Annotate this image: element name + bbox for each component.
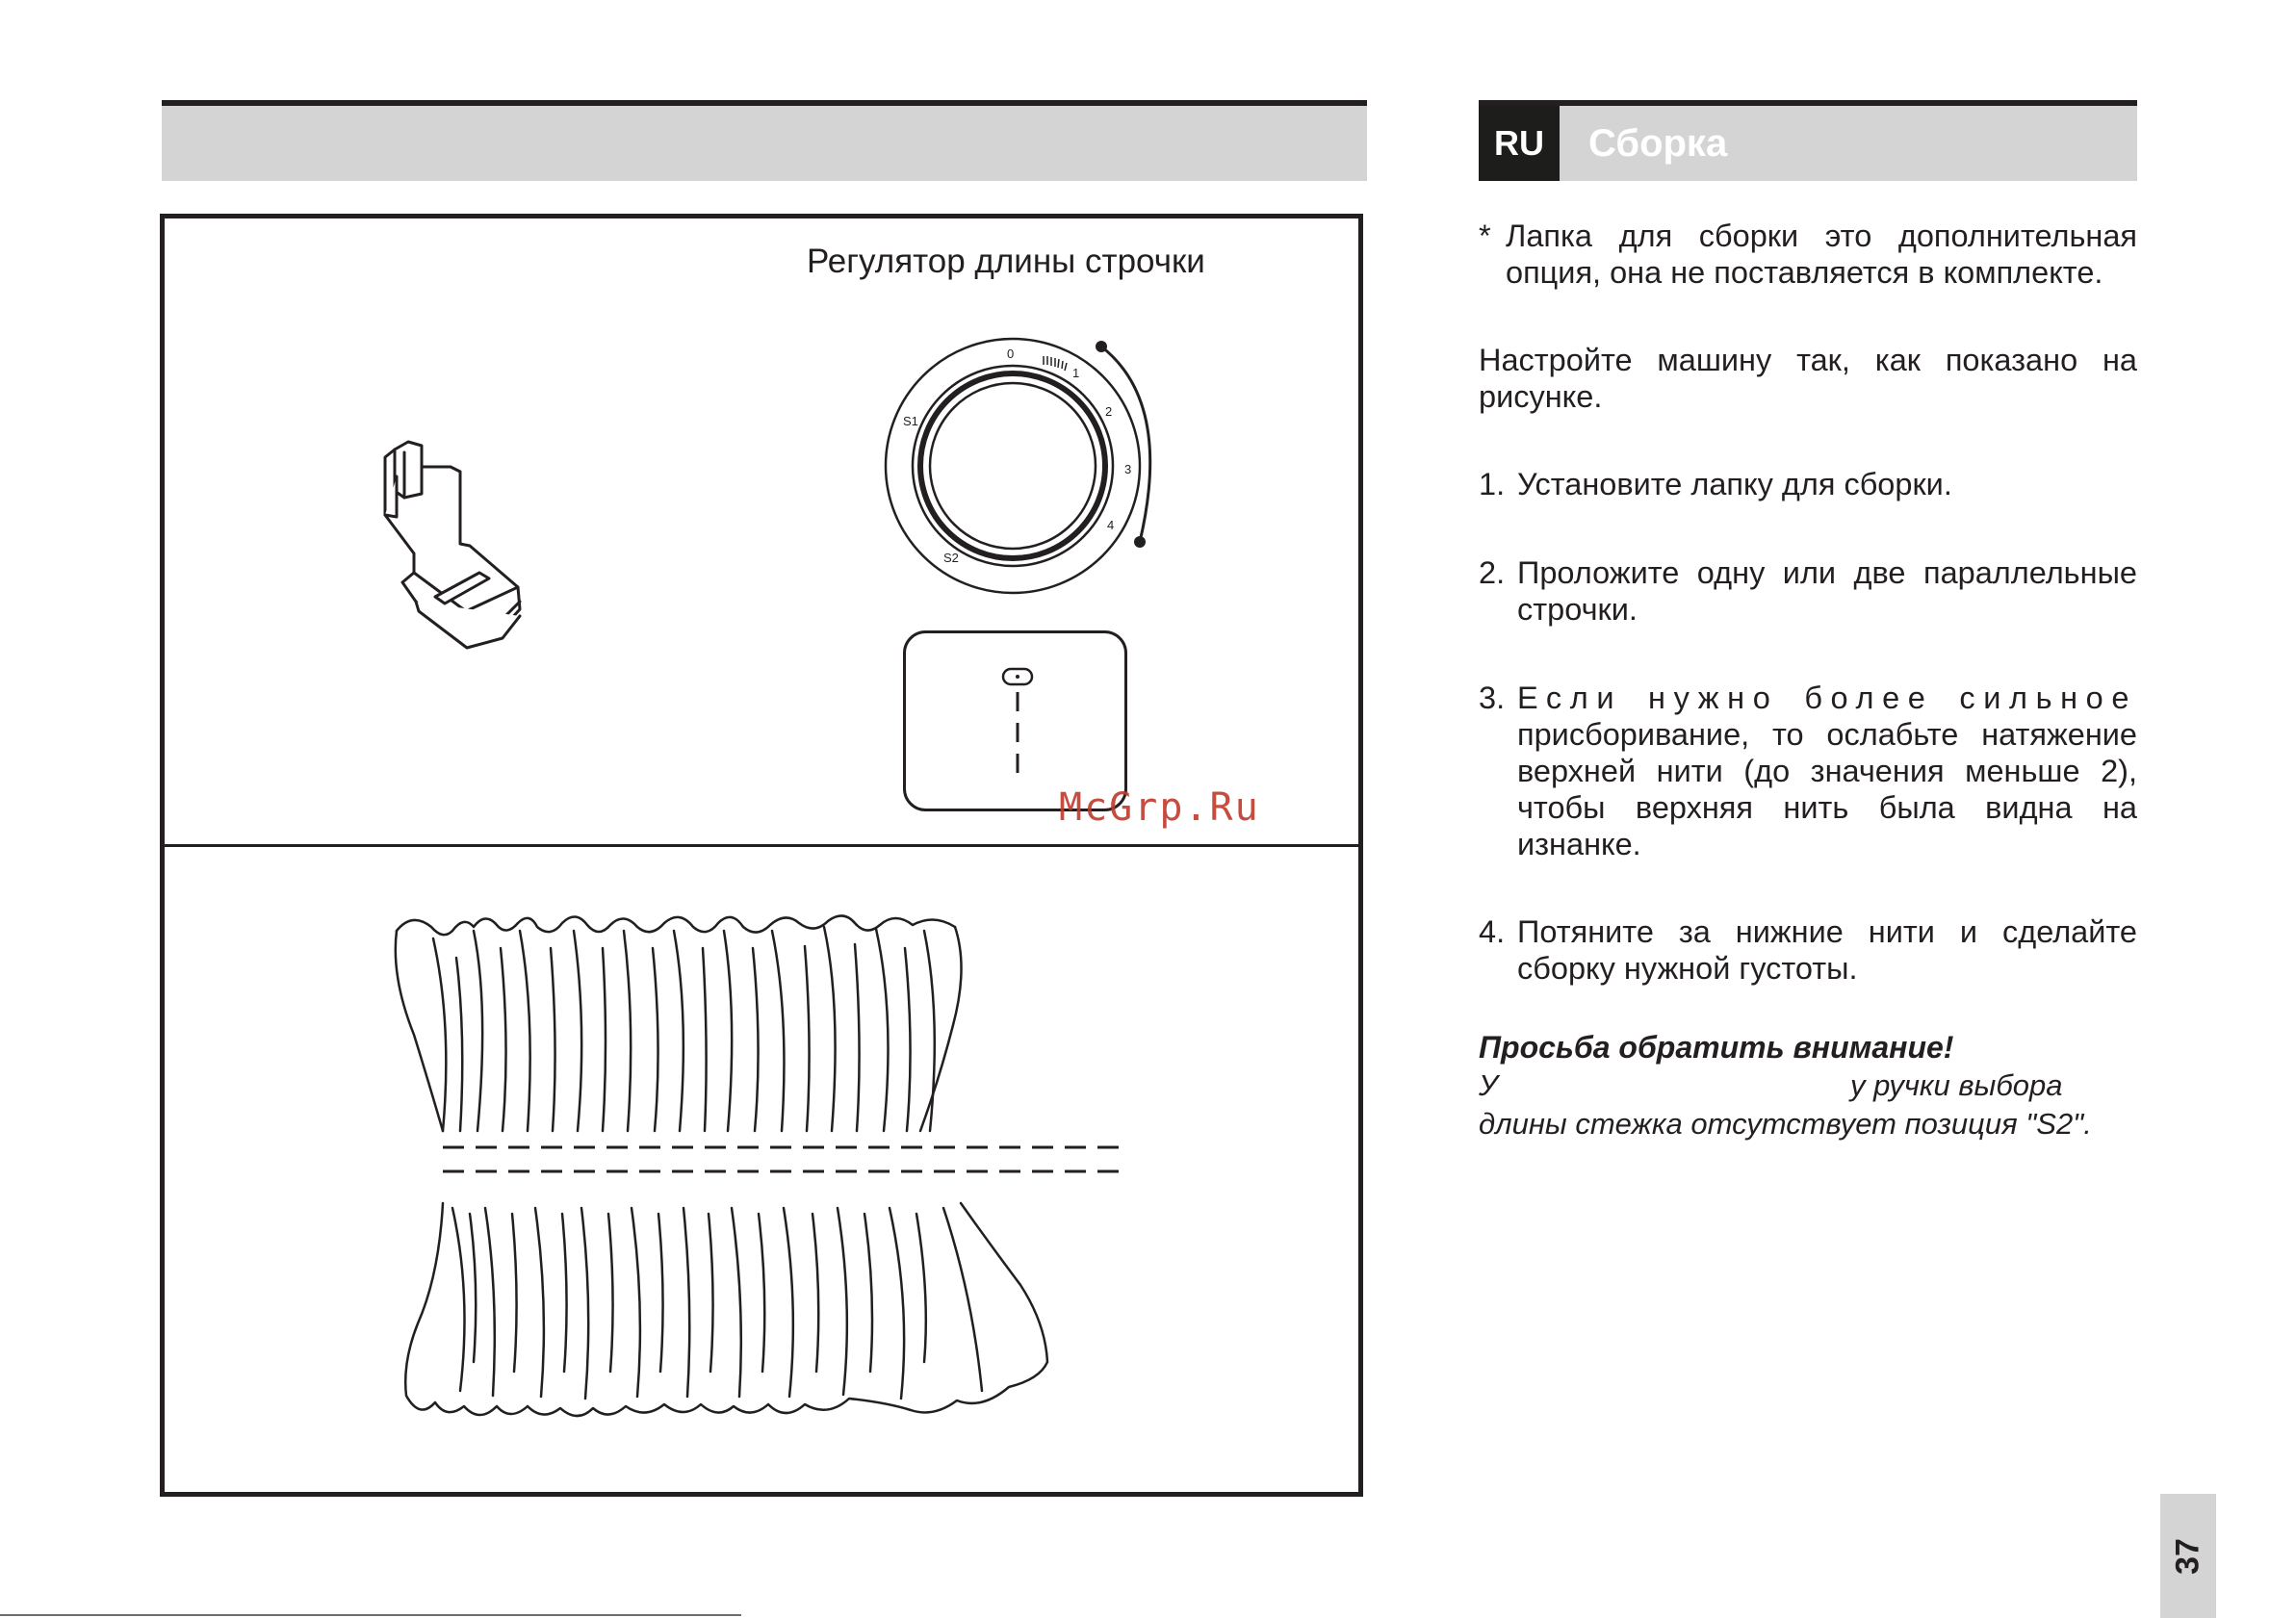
step-2-line-1: Проложите одну или две параллельные (1517, 555, 2137, 590)
bottom-rule (0, 1614, 741, 1616)
intro-line-2: рисунке. (1479, 379, 1603, 414)
step-4-line-2: сборку нужной густоты. (1517, 951, 1858, 986)
page-number-tab (2160, 1494, 2216, 1618)
gathered-fabric-illustration (385, 910, 1136, 1429)
dial-label-0: 0 (1007, 347, 1015, 361)
step-4 (1479, 913, 2137, 987)
dial-caption: Регулятор длины строчки (807, 243, 1205, 280)
step-3-line-5: изнанке. (1517, 827, 1641, 861)
figure-divider (162, 844, 1361, 847)
step-3-number: 3. (1479, 681, 1506, 715)
step-3-line-4: чтобы верхняя нить была видна на (1517, 790, 2137, 825)
gathering-foot-illustration (375, 438, 568, 650)
dial-label-1: 1 (1072, 366, 1080, 380)
dial-label-s2: S2 (943, 551, 959, 565)
asterisk-mark: * (1479, 218, 1491, 253)
intro-line-1: Настройте машину так, как показано на (1479, 343, 2137, 377)
step-3 (1479, 680, 2137, 862)
notice-line-1 (1479, 1066, 2137, 1104)
step-1 (1479, 466, 2137, 502)
optional-note-line-2: опция, она не поставляется в комплекте. (1506, 255, 2103, 290)
intro-paragraph (1479, 342, 2137, 415)
dial-label-4: 4 (1107, 518, 1115, 532)
stitch-length-dial (884, 335, 1173, 595)
dial-label-s1: S1 (903, 414, 918, 428)
notice-title: Просьба обратить внимание! (1479, 1030, 1954, 1065)
step-2-number: 2. (1479, 555, 1506, 590)
notice-line-2: длины стежка отсутствует позиция "S2". (1479, 1107, 2092, 1141)
page-number: 37 (2169, 1537, 2206, 1575)
step-4-number: 4. (1479, 914, 1506, 949)
language-badge: RU (1479, 106, 1560, 181)
step-3-line-2: присборивание, то ослабьте натяжение (1517, 717, 2137, 752)
section-header (1479, 100, 2137, 181)
optional-note-line-1: Лапка для сборки это дополнительная (1506, 218, 2137, 253)
dial-label-3: 3 (1124, 462, 1132, 476)
section-title: Сборка (1588, 122, 1728, 165)
step-1-number: 1. (1479, 467, 1506, 501)
left-header-bar (162, 100, 1367, 181)
step-2 (1479, 554, 2137, 628)
notice-line-1-start: У (1479, 1068, 1498, 1102)
step-4-line-1: Потяните за нижние нити и сделайте (1517, 914, 2137, 949)
step-2-line-2: строчки. (1517, 592, 1638, 627)
step-1-line-1: Установите лапку для сборки. (1517, 467, 1952, 501)
notice-line-1-end: у ручки выбора (1850, 1068, 2063, 1102)
step-3-line-3: верхней нити (до значения меньше 2), (1517, 754, 2137, 788)
watermark: McGrp.Ru (1059, 785, 1260, 830)
step-3-line-1: Если нужно более сильное (1517, 681, 2137, 715)
dial-label-2: 2 (1105, 404, 1113, 419)
optional-accessory-note (1479, 218, 2137, 291)
